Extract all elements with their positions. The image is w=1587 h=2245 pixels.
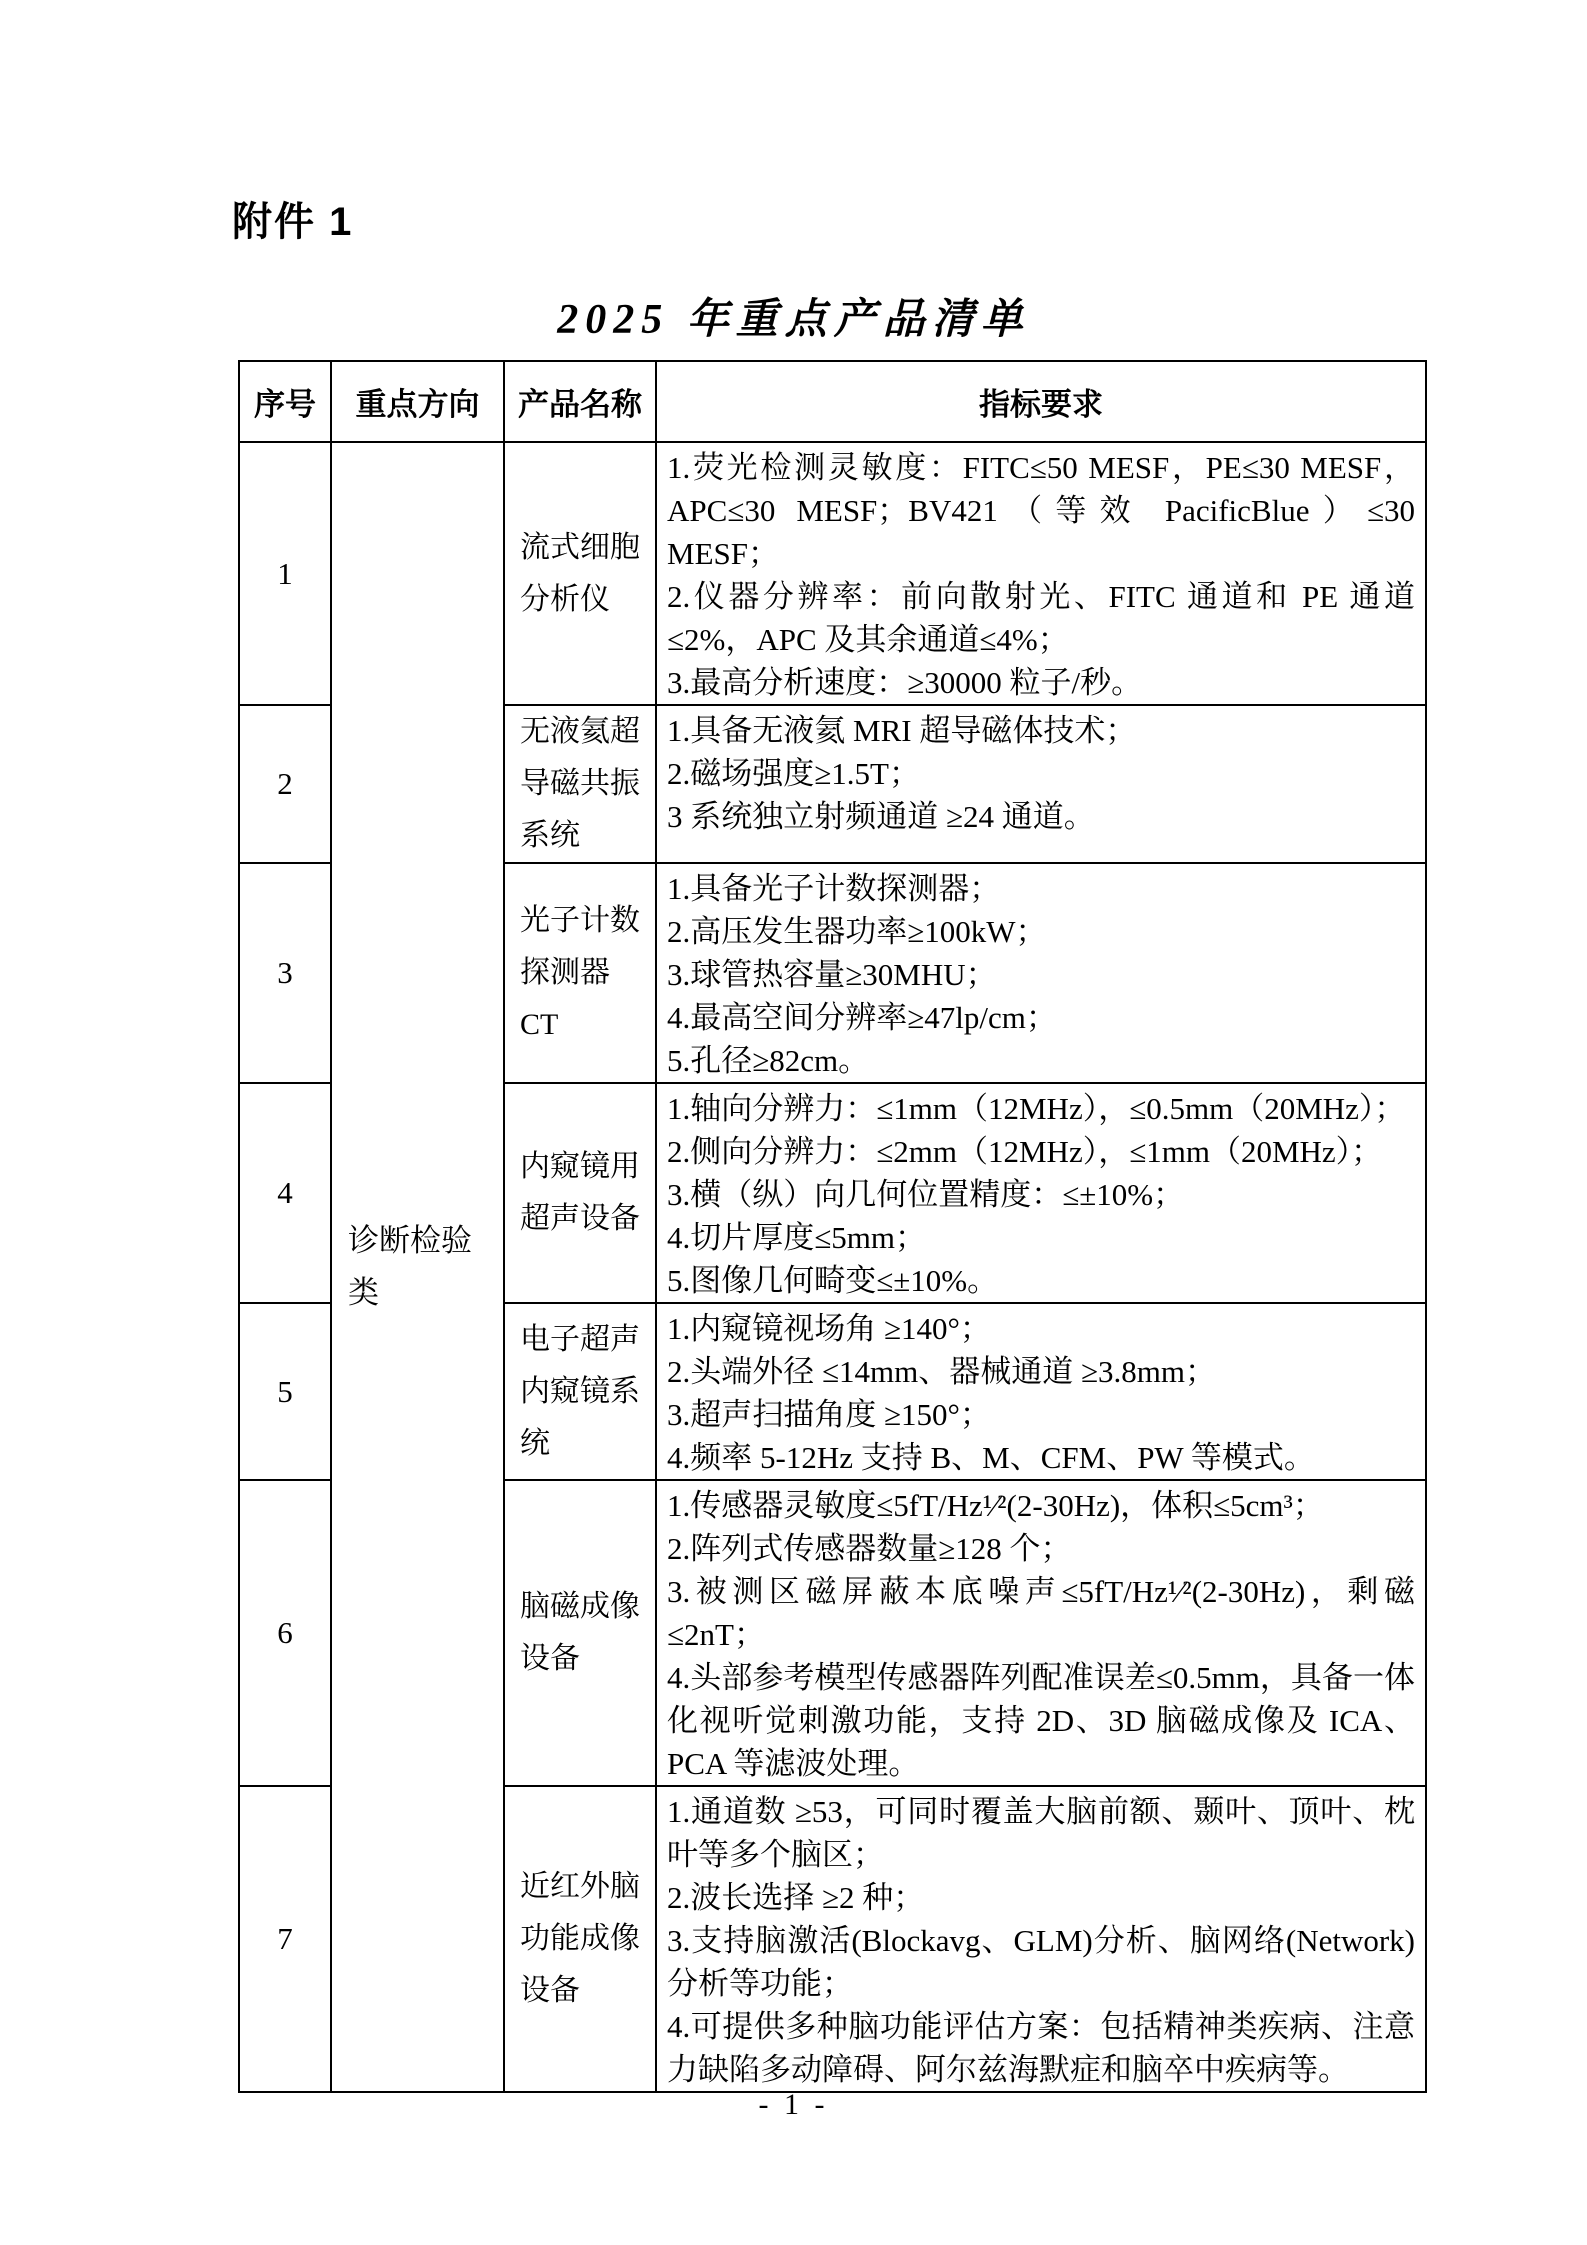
product-name: 电子超声内窥镜系统 (504, 1303, 656, 1480)
spec-item: 1.荧光检测灵敏度：FITC≤50 MESF，PE≤30 MESF，APC≤30 MESF；BV421（等效 PacificBlue）≤30 MESF； (667, 450, 1415, 571)
direction-cell: 诊断检验类 (331, 442, 504, 2092)
spec-item: 1.传感器灵敏度≤5fT/Hz¹⁄²(2-30Hz)，体积≤5cm³； (667, 1488, 1324, 1523)
attachment-label: 附件 1 (232, 200, 354, 244)
spec-cell (656, 1786, 1426, 2092)
header-seq: 序号 (239, 361, 331, 442)
spec-item: 3.被测区磁屏蔽本底噪声≤5fT/Hz¹⁄²(2-30Hz)，剩磁≤2nT； (667, 1574, 1415, 1652)
row-seq: 5 (239, 1303, 331, 1480)
spec-cell (656, 1083, 1426, 1303)
spec-item: 1.轴向分辨力：≤1mm（12MHz），≤0.5mm（20MHz）； (667, 1091, 1406, 1126)
product-name: 脑磁成像设备 (504, 1480, 656, 1786)
document-title: 2025 年重点产品清单 (557, 297, 1030, 343)
spec-item: 3.球管热容量≥30MHU； (667, 957, 997, 992)
product-name: 流式细胞分析仪 (504, 442, 656, 705)
spec-item: 1.具备光子计数探测器； (667, 871, 1001, 906)
spec-item: 1.内窥镜视场角 ≥140°； (667, 1311, 991, 1346)
product-table (238, 360, 1427, 2093)
spec-item: 3.超声扫描角度 ≥150°； (667, 1397, 991, 1432)
spec-item: 2.波长选择 ≥2 种； (667, 1880, 925, 1915)
spec-item: 4.切片厚度≤5mm； (667, 1220, 926, 1255)
spec-item: 2.阵列式传感器数量≥128 个； (667, 1531, 1072, 1566)
spec-item: 3.最高分析速度：≥30000 粒子/秒。 (667, 665, 1143, 700)
spec-item: 1.通道数 ≥53，可同时覆盖大脑前额、颞叶、顶叶、枕叶等多个脑区； (667, 1794, 1415, 1872)
spec-item: 2.仪器分辨率：前向散射光、FITC 通道和 PE 通道 ≤2%，APC 及其余通道≤4%； (667, 579, 1415, 657)
spec-item: 4.可提供多种脑功能评估方案：包括精神类疾病、注意力缺陷多动障碍、阿尔兹海默症和脑卒中疾病等。 (667, 2009, 1415, 2087)
spec-item: 3.支持脑激活(Blockavg、GLM)分析、脑网络(Network)分析等功能； (667, 1923, 1415, 2001)
spec-item: 4.头部参考模型传感器阵列配准误差≤0.5mm，具备一体化视听觉刺激功能，支持 2D、3D 脑磁成像及 ICA、PCA 等滤波处理。 (667, 1660, 1415, 1781)
spec-item: 1.具备无液氦 MRI 超导磁体技术； (667, 713, 1137, 748)
spec-item: 3.横（纵）向几何位置精度：≤±10%； (667, 1177, 1185, 1212)
spec-item: 2.高压发生器功率≥100kW； (667, 914, 1047, 949)
table-row (239, 442, 1426, 705)
row-seq: 1 (239, 442, 331, 705)
spec-item: 5.孔径≥82cm。 (667, 1043, 870, 1078)
product-name: 无液氦超导磁共振系统 (504, 705, 656, 863)
spec-cell (656, 442, 1426, 705)
spec-cell (656, 1480, 1426, 1786)
row-seq: 4 (239, 1083, 331, 1303)
spec-item: 2.磁场强度≥1.5T； (667, 756, 920, 791)
spec-item: 4.频率 5-12Hz 支持 B、M、CFM、PW 等模式。 (667, 1440, 1315, 1475)
spec-item: 5.图像几何畸变≤±10%。 (667, 1263, 999, 1298)
spec-item: 2.侧向分辨力：≤2mm（12MHz），≤1mm（20MHz）； (667, 1134, 1383, 1169)
product-name: 内窥镜用超声设备 (504, 1083, 656, 1303)
spec-cell (656, 1303, 1426, 1480)
row-seq: 3 (239, 863, 331, 1083)
table-header-row (239, 361, 1426, 442)
row-seq: 6 (239, 1480, 331, 1786)
spec-item: 4.最高空间分辨率≥47lp/cm； (667, 1000, 1057, 1035)
product-name: 光子计数探测器 CT (504, 863, 656, 1083)
spec-item: 3 系统独立射频通道 ≥24 通道。 (667, 799, 1095, 834)
page-number: - 1 - (758, 2088, 829, 2121)
row-seq: 7 (239, 1786, 331, 2092)
header-specs: 指标要求 (656, 361, 1426, 442)
spec-cell (656, 705, 1426, 863)
header-direction: 重点方向 (331, 361, 504, 442)
row-seq: 2 (239, 705, 331, 863)
spec-item: 2.头端外径 ≤14mm、器械通道 ≥3.8mm； (667, 1354, 1216, 1389)
product-name: 近红外脑功能成像设备 (504, 1786, 656, 2092)
spec-cell (656, 863, 1426, 1083)
header-product: 产品名称 (504, 361, 656, 442)
